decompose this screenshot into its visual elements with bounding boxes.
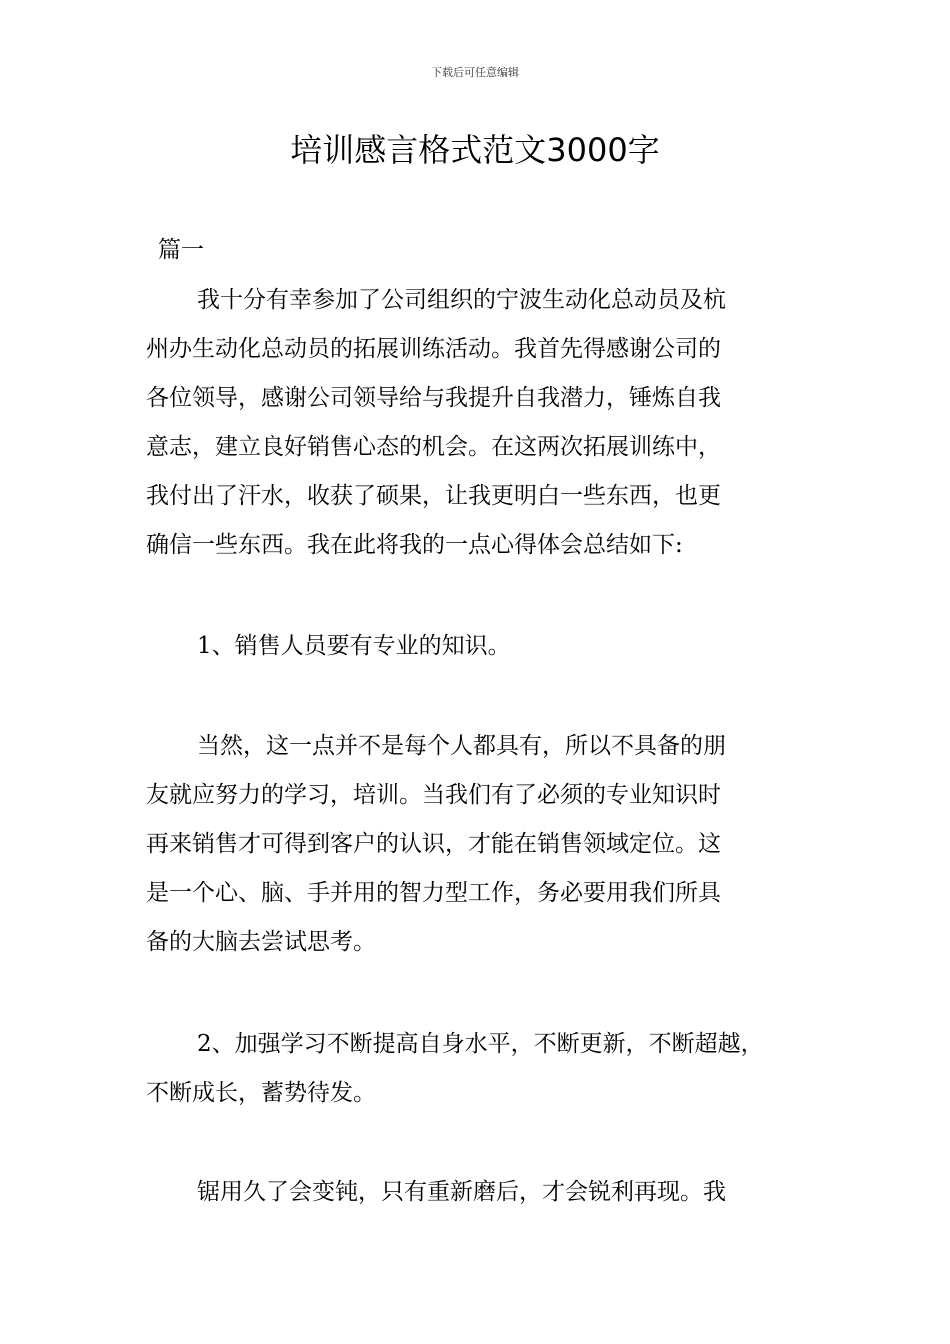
- section-label: 篇一: [158, 237, 204, 263]
- paragraph-2: [146, 622, 816, 671]
- paragraph-5: [146, 1168, 816, 1217]
- paragraph-line: 不断成长，蓄势待发。: [146, 1080, 376, 1106]
- paragraph-line: 州办生动化总动员的拓展训练活动。我首先得感谢公司的: [146, 336, 721, 362]
- paragraph-4: [146, 1020, 816, 1118]
- paragraph-line: 是一个心、脑、手并用的智力型工作，务必要用我们所具: [146, 880, 721, 906]
- paragraph-line: 再来销售才可得到客户的认识，才能在销售领域定位。这: [146, 831, 721, 857]
- document-title: 培训感言格式范文3000字: [290, 131, 660, 169]
- paragraph-line: 我十分有幸参加了公司组织的宁波生动化总动员及杭: [197, 287, 726, 313]
- paragraph-line: 备的大脑去尝试思考。: [146, 929, 376, 955]
- paragraph-line: 我付出了汗水，收获了硕果，让我更明白一些东西，也更: [146, 483, 721, 509]
- paragraph-1: [146, 276, 816, 570]
- paragraph-line: 友就应努力的学习，培训。当我们有了必须的专业知识时: [146, 782, 721, 808]
- header-note: 下载后可任意编辑: [431, 66, 519, 79]
- paragraph-line: 确信一些东西。我在此将我的一点心得体会总结如下:: [146, 532, 683, 558]
- paragraph-line: 当然，这一点并不是每个人都具有，所以不具备的朋: [197, 733, 726, 759]
- paragraph-line: 锯用久了会变钝，只有重新磨后，才会锐利再现。我: [197, 1179, 726, 1205]
- paragraph-line: 意志，建立良好销售心态的机会。在这两次拓展训练中，: [146, 434, 721, 460]
- paragraph-line: 2、加强学习不断提高自身水平，不断更新，不断超越，: [197, 1031, 764, 1057]
- paragraph-line: 各位领导，感谢公司领导给与我提升自我潜力，锤炼自我: [146, 385, 721, 411]
- paragraph-line: 1、销售人员要有专业的知识。: [197, 633, 511, 659]
- paragraph-3: [146, 722, 816, 967]
